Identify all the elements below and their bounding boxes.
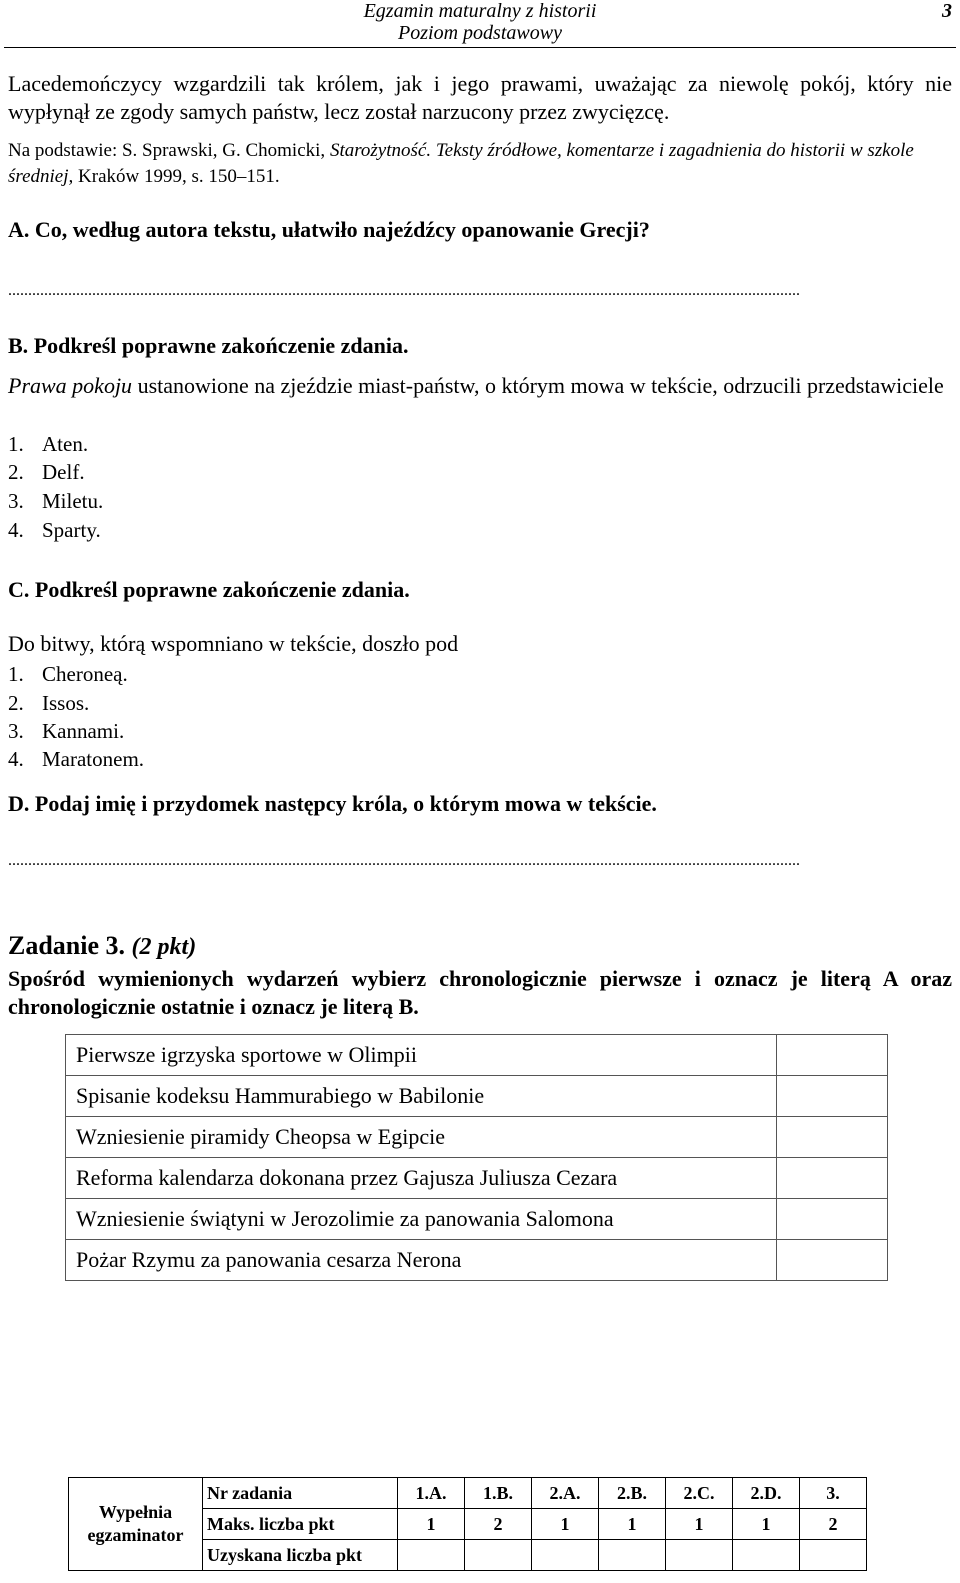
source-quote: Lacedemończycy wzgardzili tak królem, jak i jego prawami, uważając za niewolę pokój, który nie wypłynął ze zgody samych państw, lecz został narzucony przez zwycięzcę. <box>8 71 952 124</box>
exam-level: Poziom podstawowy <box>398 22 562 44</box>
event-label: Wzniesienie świątyni w Jerozolimie za panowania Salomona <box>66 1199 777 1240</box>
task-number: 2.B. <box>599 1478 666 1509</box>
option-b-3[interactable]: 3. Miletu. <box>8 489 104 513</box>
table-row <box>66 1199 888 1240</box>
row-label-task: Nr zadania <box>203 1478 398 1509</box>
question-b-stem <box>8 372 952 400</box>
table-row <box>66 1076 888 1117</box>
option-c-3[interactable]: 3. Kannami. <box>8 719 125 743</box>
task-number: 2.C. <box>666 1478 733 1509</box>
table-row <box>66 1117 888 1158</box>
task-3-instruction: Spośród wymienionych wydarzeń wybierz chronologicznie pierwsze i oznacz je literą A oraz chronologicznie ostatnie i oznacz je literą B. <box>8 966 952 1019</box>
option-c-1[interactable]: 1. Cheroneą. <box>8 662 128 686</box>
question-b-stem-rest: ustanowione na zjeździe miast-państw, o którym mowa w tekście, odrzucili przedstawiciele <box>132 373 944 398</box>
obtained-points-cell[interactable] <box>465 1540 532 1571</box>
events-table <box>65 1034 888 1281</box>
question-a <box>8 216 952 244</box>
citation-title: Starożytność. Teksty źródłowe, komentarze i zagadnienia do historii w szkole średniej, <box>8 140 914 187</box>
score-row-tasks <box>69 1478 867 1509</box>
table-row <box>66 1035 888 1076</box>
citation-prefix: Na podstawie: S. Sprawski, G. Chomicki, <box>8 140 326 161</box>
option-b-2[interactable]: 2. Delf. <box>8 460 85 484</box>
row-label-obtained: Uzyskana liczba pkt <box>203 1540 398 1571</box>
question-a-text: Co, według autora tekstu, ułatwiło najeźdźcy opanowanie Grecji? <box>34 217 650 242</box>
exam-title: Egzamin maturalny z historii <box>363 0 597 22</box>
task-number: 1.B. <box>465 1478 532 1509</box>
answer-cell[interactable] <box>777 1035 888 1076</box>
question-d <box>8 790 952 818</box>
task-3-title: Zadanie 3. <box>8 931 126 960</box>
task-number: 2.A. <box>532 1478 599 1509</box>
header-divider <box>4 47 956 48</box>
answer-cell[interactable] <box>777 1199 888 1240</box>
examiner-label: Wypełnia egzaminator <box>69 1478 203 1571</box>
task-3-points: (2 pkt) <box>131 934 197 960</box>
question-c-stem: Do bitwy, którą wspomniano w tekście, doszło pod <box>8 631 459 656</box>
option-c-4[interactable]: 4. Maratonem. <box>8 747 145 771</box>
obtained-points-cell[interactable] <box>532 1540 599 1571</box>
question-d-label: D. <box>8 791 30 816</box>
task-number: 2.D. <box>733 1478 800 1509</box>
max-points: 1 <box>398 1509 465 1540</box>
option-c-2[interactable]: 2. Issos. <box>8 691 90 715</box>
question-c-text: Podkreśl poprawne zakończenie zdania. <box>34 577 410 602</box>
page-header <box>0 0 960 48</box>
obtained-points-cell[interactable] <box>800 1540 867 1571</box>
max-points: 2 <box>465 1509 532 1540</box>
answer-cell[interactable] <box>777 1240 888 1281</box>
event-label: Pierwsze igrzyska sportowe w Olimpii <box>66 1035 777 1076</box>
source-citation <box>8 138 952 190</box>
question-c <box>8 576 952 604</box>
page-number: 3 <box>942 0 952 22</box>
answer-cell[interactable] <box>777 1117 888 1158</box>
task-3-heading <box>8 930 952 963</box>
event-label: Wzniesienie piramidy Cheopsa w Egipcie <box>66 1117 777 1158</box>
event-label: Reforma kalendarza dokonana przez Gajusza Juliusza Cezara <box>66 1158 777 1199</box>
question-b <box>8 332 952 360</box>
obtained-points-cell[interactable] <box>733 1540 800 1571</box>
obtained-points-cell[interactable] <box>599 1540 666 1571</box>
max-points: 1 <box>733 1509 800 1540</box>
max-points: 1 <box>666 1509 733 1540</box>
option-b-1[interactable]: 1. Aten. <box>8 432 89 456</box>
event-label: Spisanie kodeksu Hammurabiego w Babilonie <box>66 1076 777 1117</box>
question-b-text: Podkreśl poprawne zakończenie zdania. <box>33 333 409 358</box>
event-label: Pożar Rzymu za panowania cesarza Nerona <box>66 1240 777 1281</box>
table-row <box>66 1158 888 1199</box>
answer-cell[interactable] <box>777 1076 888 1117</box>
question-d-text: Podaj imię i przydomek następcy króla, o którym mowa w tekście. <box>34 791 657 816</box>
question-b-stem-italic: Prawa pokoju <box>8 373 133 398</box>
max-points: 1 <box>599 1509 666 1540</box>
answer-line-a[interactable]: ...................................................................................................................................................................................................... <box>8 282 800 299</box>
question-a-label: A. <box>8 217 30 242</box>
obtained-points-cell[interactable] <box>398 1540 465 1571</box>
task-number: 1.A. <box>398 1478 465 1509</box>
score-table <box>68 1477 867 1571</box>
table-row <box>66 1240 888 1281</box>
question-c-label: C. <box>8 577 30 602</box>
obtained-points-cell[interactable] <box>666 1540 733 1571</box>
option-b-4[interactable]: 4. Sparty. <box>8 518 101 542</box>
task-number: 3. <box>800 1478 867 1509</box>
question-b-label: B. <box>8 333 29 358</box>
max-points: 2 <box>800 1509 867 1540</box>
max-points: 1 <box>532 1509 599 1540</box>
row-label-max: Maks. liczba pkt <box>203 1509 398 1540</box>
answer-line-d[interactable]: ...................................................................................................................................................................................................... <box>8 852 800 869</box>
answer-cell[interactable] <box>777 1158 888 1199</box>
citation-suffix: Kraków 1999, s. 150–151. <box>78 166 280 187</box>
